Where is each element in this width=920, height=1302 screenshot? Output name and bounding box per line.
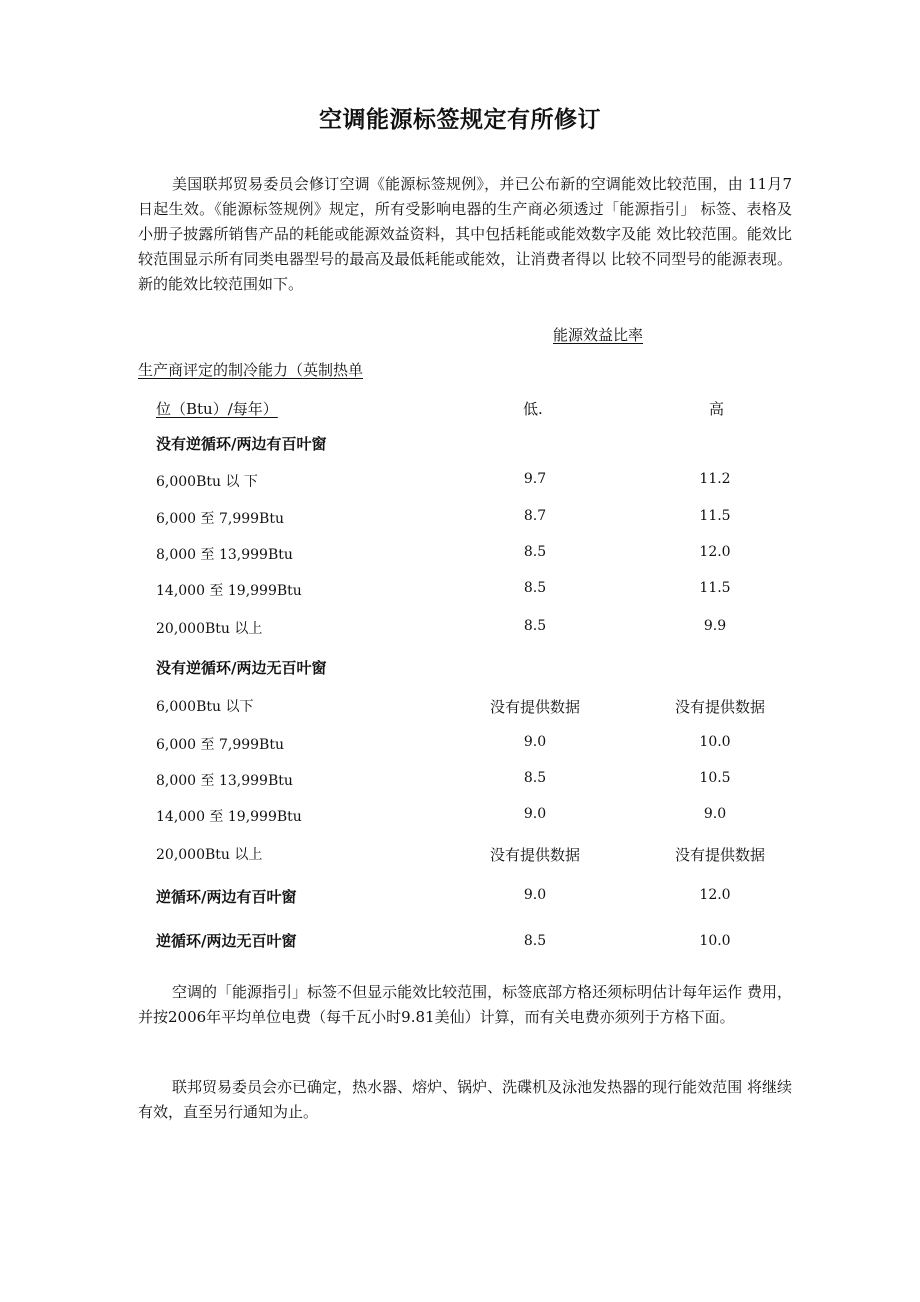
row-high-value: 12.0 — [699, 544, 731, 560]
row-high-value: 10.0 — [699, 933, 731, 949]
row-low-value: 8.5 — [523, 544, 547, 560]
row-label: 6,000 至 7,999Btu — [156, 737, 284, 753]
label-cost-paragraph: 空调的「能源指引」标签不但显示能效比较范围，标签底部方格还须标明估计每年运作 费用，并按2006年平均单位电费（每千瓦小时9.81美仙）计算，而有关电费亦须列于方格下面。 — [138, 983, 792, 1026]
row-low-value: 8.7 — [523, 508, 547, 524]
section-heading: 没有逆循环/两边有百叶窗 — [156, 435, 327, 453]
row-low-value: 8.5 — [523, 770, 547, 786]
row-label: 6,000Btu 以下 — [156, 699, 254, 715]
row-label: 8,000 至 13,999Btu — [156, 773, 293, 789]
row-label: 20,000Btu 以上 — [156, 847, 263, 863]
row-high-value: 10.5 — [699, 770, 731, 786]
high-header: 高 — [709, 400, 725, 418]
capacity-header-line1: 生产商评定的制冷能力（英制热单 — [138, 361, 364, 379]
row-low-value: 8.5 — [523, 618, 547, 634]
row-high-value: 10.0 — [699, 734, 731, 750]
intro-paragraph: 美国联邦贸易委员会修订空调《能源标签规例》，并已公布新的空调能效比较范围，由 11月7日起生效。《能源标签规例》规定，所有受影响电器的生产商必须透过「能源指引」 标签、表格及小册子披露所销售产品的耗能或能源效益资料，其中包括耗能或能效数字及能 效比较范围。能效比较范围显示所有同类电器型号的最高及最低耗能或能效，让消费者得以 比较不同型号的能源表现。新的能效比较范围如下。 — [138, 175, 792, 293]
row-low-value: 没有提供数据 — [489, 846, 580, 864]
row-label: 逆循环/两边无百叶窗 — [156, 932, 297, 950]
section-heading: 没有逆循环/两边无百叶窗 — [156, 659, 327, 677]
row-high-value: 11.2 — [699, 471, 731, 487]
capacity-header-line2: 位（Btu）/每年） — [156, 400, 278, 418]
row-label: 逆循环/两边有百叶窗 — [156, 888, 297, 906]
row-high-value: 9.0 — [703, 806, 727, 822]
row-low-value: 8.5 — [523, 580, 547, 596]
row-high-value: 11.5 — [699, 580, 731, 596]
row-high-value: 12.0 — [699, 887, 731, 903]
row-high-value: 没有提供数据 — [674, 846, 765, 864]
low-header: 低. — [523, 400, 543, 418]
row-low-value: 9.0 — [523, 806, 547, 822]
document-title: 空调能源标签规定有所修订 — [319, 107, 601, 133]
row-label: 8,000 至 13,999Btu — [156, 547, 293, 563]
row-low-value: 9.0 — [523, 734, 547, 750]
row-low-value: 8.5 — [523, 933, 547, 949]
ratio-header: 能源效益比率 — [553, 326, 644, 344]
row-low-value: 9.0 — [523, 887, 547, 903]
row-low-value: 9.7 — [523, 471, 547, 487]
row-high-value: 没有提供数据 — [674, 698, 765, 716]
row-label: 14,000 至 19,999Btu — [156, 583, 302, 599]
row-high-value: 9.9 — [703, 618, 727, 634]
row-low-value: 没有提供数据 — [489, 698, 580, 716]
row-label: 20,000Btu 以上 — [156, 621, 263, 637]
row-label: 6,000 至 7,999Btu — [156, 511, 284, 527]
row-label: 6,000Btu 以 下 — [156, 474, 258, 490]
row-high-value: 11.5 — [699, 508, 731, 524]
ftc-closing-paragraph: 联邦贸易委员会亦已确定，热水器、熔炉、锅炉、洗碟机及泳池发热器的现行能效范围 将继续有效，直至另行通知为止。 — [138, 1078, 792, 1121]
row-label: 14,000 至 19,999Btu — [156, 809, 302, 825]
